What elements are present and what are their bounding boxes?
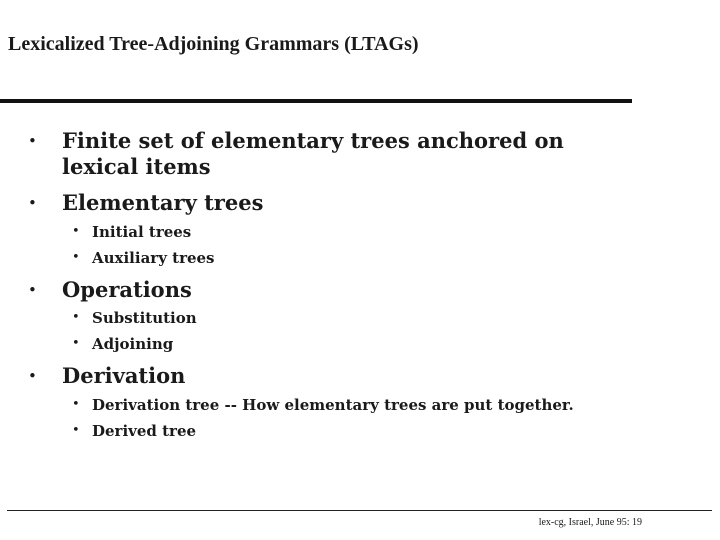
sub-bullet-dot-icon: • [72,423,80,438]
bullet-text: Elementary trees [62,190,264,215]
sub-bullet-text: Adjoining [92,335,174,353]
footer-divider [7,510,712,511]
sub-bullet-dot-icon: • [72,250,80,265]
sub-bullet-text: Initial trees [92,223,192,241]
sub-bullet-text: Substitution [92,309,197,327]
sub-bullet-dot-icon: • [72,397,80,412]
sub-bullet-dot-icon: • [72,310,80,325]
sub-bullet-text: Derived tree [92,422,197,440]
bullet-item [28,190,622,216]
sub-bullet-text: Auxiliary trees [92,249,215,267]
bullet-item [28,277,622,303]
bullet-dot-icon: • [28,132,37,150]
bullet-dot-icon: • [28,367,37,385]
bullet-dot-icon: • [28,194,37,212]
slide-title: Lexicalized Tree-Adjoining Grammars (LTAGs) [8,33,419,55]
bullet-text: Operations [62,277,192,302]
sub-bullet-item [72,395,574,415]
sub-bullet-dot-icon: • [72,224,80,239]
sub-bullet-item [72,421,197,441]
bullet-text: Derivation [62,363,186,388]
sub-bullet-text: Derivation tree -- How elementary trees are put together. [92,396,574,414]
sub-bullet-dot-icon: • [72,336,80,351]
bullet-item [28,363,622,389]
sub-bullet-item [72,308,197,328]
bullet-item [28,128,622,180]
slide-footer: lex-cg, Israel, June 95: 19 [538,517,642,528]
sub-bullet-item [72,334,174,354]
sub-bullet-item [72,248,215,268]
sub-bullet-item [72,222,192,242]
bullet-dot-icon: • [28,281,37,299]
bullet-text: Finite set of elementary trees anchored on lexical items [62,128,564,179]
